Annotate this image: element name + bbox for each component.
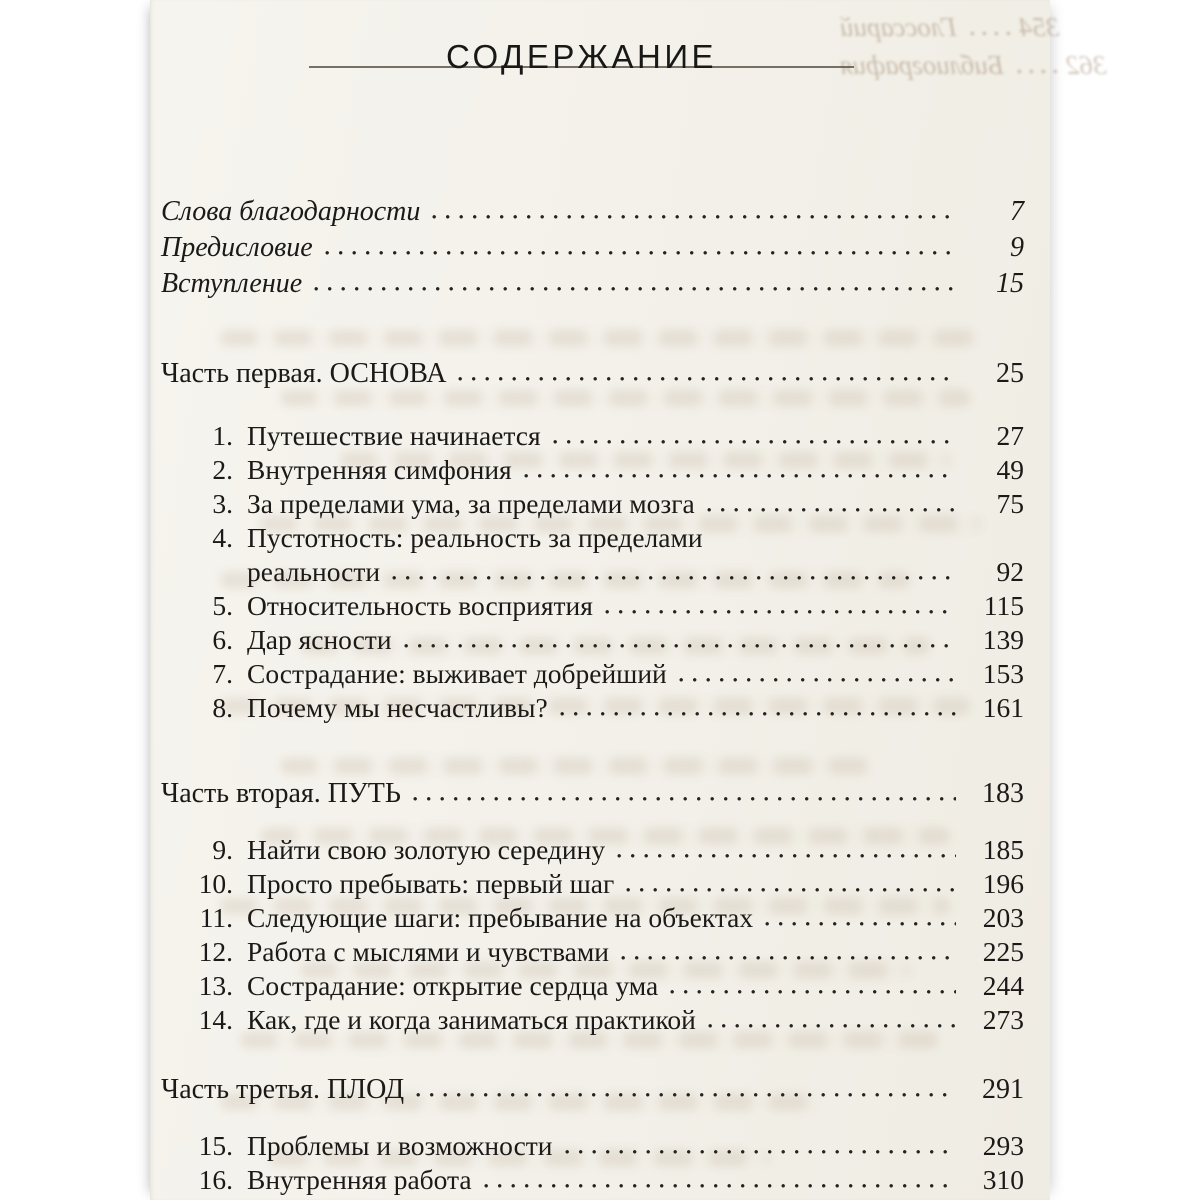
front-matter-row	[161, 268, 1024, 304]
dot-leader	[626, 887, 956, 893]
entry-label: Дар ясности	[247, 624, 392, 655]
dot-leader	[617, 853, 956, 859]
page-number: 196	[982, 868, 1024, 899]
chapter-items-group	[161, 420, 1024, 726]
dot-leader	[708, 1023, 956, 1029]
show-through-label: Библиография	[840, 50, 1004, 80]
entry-label: реальности	[247, 556, 381, 587]
dot-leader	[413, 796, 956, 802]
item-number: 13.	[198, 970, 233, 1001]
show-through-label: Глоссарий	[840, 12, 957, 42]
page-number: 92	[996, 556, 1024, 587]
dot-leader	[416, 1092, 956, 1098]
entry-label: Сострадание: выживает добрейший	[247, 658, 667, 689]
item-number: 11.	[199, 902, 233, 933]
chapter-items-group	[161, 834, 1024, 1038]
chapter-row	[161, 868, 1024, 902]
page-number: 291	[982, 1074, 1024, 1105]
item-number: 3.	[212, 488, 233, 519]
page-number: 161	[982, 692, 1024, 723]
book-page	[150, 0, 1107, 1200]
chapter-row	[161, 1004, 1024, 1038]
item-number: 9.	[212, 834, 233, 865]
dot-leader	[605, 609, 956, 615]
entry-label: Работа с мыслями и чувствами	[247, 936, 610, 967]
page-number: 7	[1010, 196, 1024, 227]
entry-label: Найти свою золотую середину	[247, 834, 606, 865]
item-number: 12.	[198, 936, 233, 967]
dot-leader	[560, 711, 956, 717]
item-number: 14.	[198, 1004, 233, 1035]
item-number: 5.	[212, 590, 233, 621]
dot-leader	[679, 677, 956, 683]
chapter-row	[161, 590, 1024, 624]
page-number: 25	[996, 358, 1024, 389]
chapter-row	[161, 902, 1024, 936]
entry-label: Внутренняя работа	[247, 1164, 472, 1195]
chapter-row	[161, 454, 1024, 488]
page-title: СОДЕРЖАНИЕ	[445, 38, 718, 75]
entry-label: Просто пребывать: первый шаг	[247, 868, 615, 899]
entry-label: Путешествие начинается	[247, 420, 541, 451]
dot-leader	[707, 507, 956, 513]
page-number: 244	[982, 970, 1024, 1001]
title-rule	[309, 22, 854, 75]
item-number: 6.	[212, 624, 233, 655]
chapter-row	[161, 420, 1024, 454]
dot-leader	[314, 286, 956, 292]
entry-label: Часть третья. ПЛОД	[161, 1074, 405, 1105]
item-number: 2.	[212, 454, 233, 485]
item-number: 4.	[212, 522, 233, 553]
dot-leader	[432, 214, 956, 220]
item-number: 10.	[198, 868, 233, 899]
chapter-row-continued	[161, 556, 1024, 590]
page-number: 75	[996, 488, 1024, 519]
section-heading	[161, 358, 1024, 394]
item-number: 7.	[212, 658, 233, 689]
dot-leader	[392, 575, 956, 581]
entry-label: Проблемы и возможности	[247, 1130, 553, 1161]
front-matter-group	[161, 196, 1024, 304]
dot-leader	[670, 989, 956, 995]
dot-leader	[565, 1149, 956, 1155]
dot-leader	[458, 376, 956, 382]
chapter-row	[161, 658, 1024, 692]
chapter-row	[161, 488, 1024, 522]
page-number: 15	[996, 268, 1024, 299]
page-number: 139	[982, 624, 1024, 655]
entry-label: Часть первая. ОСНОВА	[161, 358, 447, 389]
entry-label: Предисловие	[161, 232, 313, 263]
front-matter-row	[161, 196, 1024, 232]
page-number: 27	[996, 420, 1024, 451]
dot-leader	[765, 921, 956, 927]
chapter-row	[161, 522, 1024, 556]
entry-label: Следующие шаги: пребывание на объектах	[247, 902, 754, 933]
show-through-page-number: 362	[1065, 50, 1107, 80]
entry-label: Почему мы несчастливы?	[247, 692, 548, 723]
chapter-items-group	[161, 1130, 1024, 1198]
page-number: 273	[982, 1004, 1024, 1035]
page-number: 49	[996, 454, 1024, 485]
front-matter-row	[161, 232, 1024, 268]
entry-label: За пределами ума, за пределами мозга	[247, 488, 695, 519]
entry-label: Слова благодарности	[161, 196, 421, 227]
page-number: 225	[982, 936, 1024, 967]
section-heading	[161, 1074, 1024, 1110]
entry-label: Пустотность: реальность за пределами	[247, 522, 703, 553]
dot-leader	[484, 1183, 956, 1189]
page-number: 293	[982, 1130, 1024, 1161]
entry-label: Вступление	[161, 268, 303, 299]
chapter-row	[161, 692, 1024, 726]
entry-label: Как, где и когда заниматься практикой	[247, 1004, 696, 1035]
chapter-row	[161, 970, 1024, 1004]
page-number: 115	[983, 590, 1024, 621]
chapter-row	[161, 1130, 1024, 1164]
toc-body	[161, 196, 1024, 1198]
chapter-row	[161, 834, 1024, 868]
entry-label: Часть вторая. ПУТЬ	[161, 778, 401, 809]
page-number: 203	[982, 902, 1024, 933]
entry-label: Внутренняя симфония	[247, 454, 512, 485]
dot-leader	[621, 955, 956, 961]
entry-label: Сострадание: открытие сердца ума	[247, 970, 659, 1001]
entry-label: Относительность восприятия	[247, 590, 593, 621]
page-number: 153	[982, 658, 1024, 689]
item-number: 15.	[198, 1130, 233, 1161]
dot-leader	[524, 473, 956, 479]
dot-leader	[404, 643, 956, 649]
show-through-page-number: 354	[1018, 12, 1060, 42]
page-number: 185	[982, 834, 1024, 865]
dot-leader	[553, 439, 956, 445]
page-number: 310	[982, 1164, 1024, 1195]
item-number: 16.	[198, 1164, 233, 1195]
item-number: 1.	[212, 420, 233, 451]
page-number: 183	[982, 778, 1024, 809]
chapter-row	[161, 936, 1024, 970]
chapter-row	[161, 1164, 1024, 1198]
page-number: 9	[1010, 232, 1024, 263]
dot-leader	[325, 250, 956, 256]
section-heading	[161, 778, 1024, 814]
item-number: 8.	[212, 692, 233, 723]
chapter-row	[161, 624, 1024, 658]
toc-content	[161, 0, 1024, 1198]
